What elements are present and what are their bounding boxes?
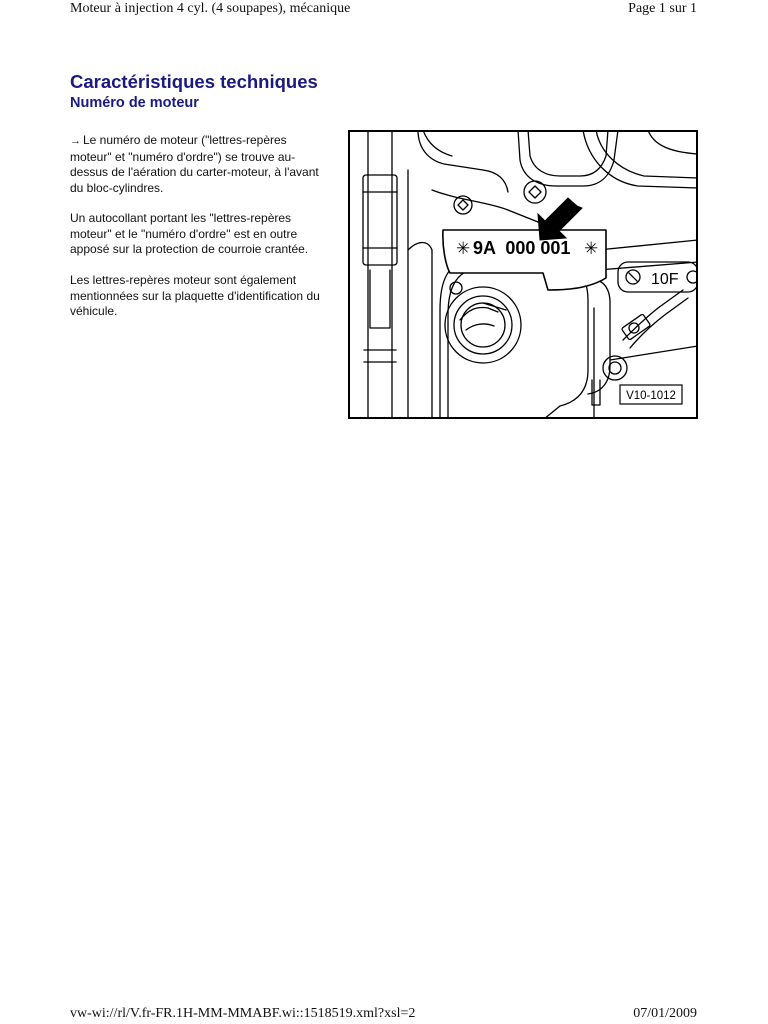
page-footer xyxy=(70,1006,697,1022)
engine-number-star-right: ✳ xyxy=(584,239,599,258)
engine-number: 9A 000 001 xyxy=(473,238,571,258)
paragraph-engine-location xyxy=(70,133,320,196)
header-title: Moteur à injection 4 cyl. (4 soupapes), mécanique xyxy=(70,1,351,16)
paragraph-sticker: Un autocollant portant les "lettres-repères moteur" et le "numéro d'ordre" est en outre apposé sur la protection de courroie crantée. xyxy=(70,211,309,256)
section-subtitle: Numéro de moteur xyxy=(70,95,199,111)
paragraph-engine-location-text: Le numéro de moteur ("lettres-repères moteur" et "numéro d'ordre") se trouve au-dessus de l'aération du carter-moteur, à l'avant du bloc-cylindres. xyxy=(70,133,319,195)
paragraph-id-plate: Les lettres-repères moteur sont également mentionnées sur la plaquette d'identification du véhicule. xyxy=(70,273,320,318)
figure-reference: V10-1012 xyxy=(626,390,676,402)
page-header xyxy=(70,1,697,17)
section-title: Caractéristiques techniques xyxy=(70,71,318,92)
footer-url: vw-wi://rl/V.fr-FR.1H-MM-MMABF.wi::1518519.xml?xsl=2 xyxy=(70,1006,416,1021)
footer-date: 07/01/2009 xyxy=(633,1006,697,1021)
engine-number-star-left: ✳ xyxy=(456,239,471,258)
header-page-number: Page 1 sur 1 xyxy=(628,1,697,16)
arrow-right-icon: → xyxy=(70,135,81,147)
plate-label: 10F xyxy=(651,271,679,288)
engine-illustration xyxy=(348,130,698,419)
